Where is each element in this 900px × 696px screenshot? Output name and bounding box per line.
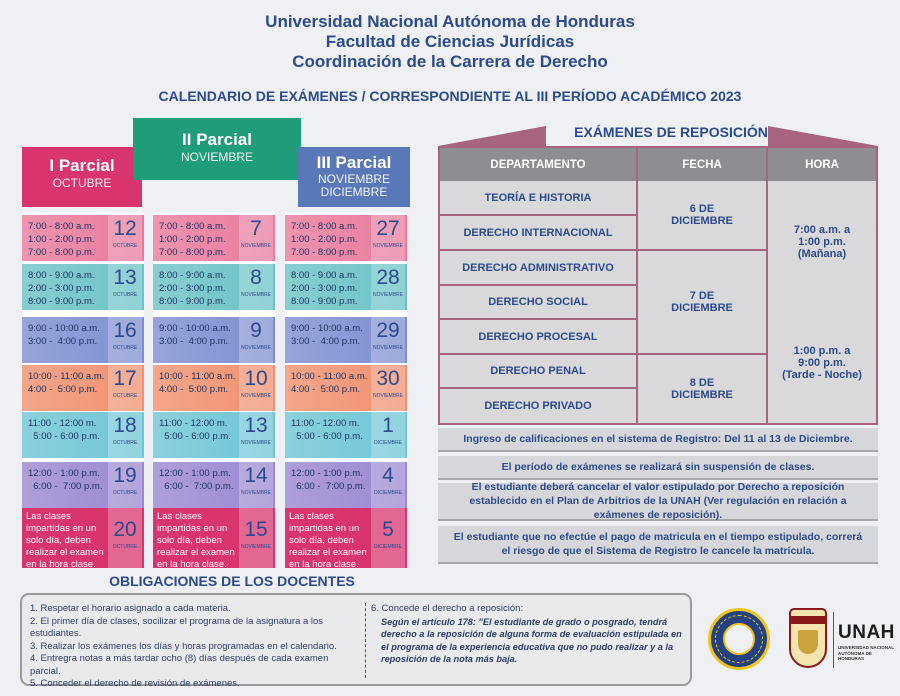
obligacion-3: 3. Realizar los exámenes los días y horas programadas en el calendario. [30, 640, 337, 652]
day-number: 29 [376, 319, 400, 342]
obligaciones-separator [365, 603, 366, 678]
logo-separator [833, 612, 834, 668]
day-box [371, 317, 405, 363]
day-box [239, 412, 273, 458]
day-box [239, 508, 273, 568]
parcial-1-column [22, 212, 144, 568]
seal-justice-emblem [723, 623, 755, 655]
info-sin-suspension: El período de exámenes se realizará sin suspensión de clases. [438, 456, 878, 480]
coat-shield [798, 630, 818, 654]
obligaciones-list [30, 603, 360, 691]
obligaciones-box [20, 593, 692, 689]
exam-day-cell [153, 317, 275, 363]
day-box [239, 264, 273, 310]
day-number: 1 [382, 414, 394, 437]
day-month: OCTUBRE [112, 544, 138, 550]
exam-times: 11:00 - 12:00 m. 5:00 - 6:00 p.m. [159, 418, 231, 442]
day-number: 4 [382, 464, 394, 487]
obligacion-1: 1. Respetar el horario asignado a cada materia. [30, 603, 231, 614]
fecha-8-dic: 8 DE DICIEMBRE [638, 355, 768, 423]
parcial-1-tab [22, 147, 142, 207]
day-box [108, 365, 142, 411]
day-month: OCTUBRE [112, 440, 138, 446]
day-number: 18 [113, 414, 137, 437]
exam-times: 9:00 - 10:00 a.m. 3:00 - 4:00 p.m. [291, 323, 363, 347]
day-month: NOVIEMBRE [240, 440, 271, 446]
day-number: 8 [250, 266, 262, 289]
reposicion-title: EXÁMENES DE REPOSICIÓN [574, 124, 768, 140]
reposicion-header-row [440, 148, 876, 181]
info-reposicion-pago: El estudiante deberá cancelar el valor estipulado por Derecho a reposición establecido en el Plan de Arbitrios de la UNAH (Ver regulación en relación a exámenes de reposición). [438, 483, 878, 521]
parcial-2-column [153, 212, 275, 568]
day-box [239, 462, 273, 508]
reposicion-table [438, 146, 878, 425]
same-day-note: Las clases impartidas en un solo día, deben realizar el examen en la hora clase. [289, 511, 367, 570]
fecha-6-dic: 6 DE DICIEMBRE [638, 181, 768, 251]
exam-times: 12:00 - 1:00 p.m. 6:00 - 7:00 p.m. [28, 468, 103, 492]
day-box [108, 317, 142, 363]
dep-procesal: DERECHO PROCESAL [440, 320, 638, 355]
day-box [108, 264, 142, 310]
exam-times: 12:00 - 1:00 p.m. 6:00 - 7:00 p.m. [291, 468, 366, 492]
day-box [371, 462, 405, 508]
day-number: 16 [113, 319, 137, 342]
exam-times: 7:00 - 8:00 a.m. 1:00 - 2:00 p.m. 7:00 - 8:00 p.m. [28, 221, 95, 258]
exam-day-cell [153, 365, 275, 411]
day-number: 19 [113, 464, 137, 487]
exam-day-cell [153, 215, 275, 261]
exam-day-cell [285, 412, 407, 458]
parcial-3-tab [298, 147, 410, 207]
exam-day-cell [153, 264, 275, 310]
hora-manana: 7:00 a.m. a 1:00 p.m. (Mañana) [793, 223, 851, 260]
same-day-note: Las clases impartidas en un solo día, deben realizar el examen en la hora clase. [157, 511, 235, 570]
day-number: 5 [382, 518, 394, 541]
exam-day-cell [285, 317, 407, 363]
exam-day-cell [22, 264, 144, 310]
exam-day-cell [285, 215, 407, 261]
exam-times: 8:00 - 9:00 a.m. 2:00 - 3:00 p.m. 8:00 - 9:00 p.m. [28, 270, 95, 307]
day-box [108, 508, 142, 568]
day-number: 10 [244, 367, 268, 390]
day-month: NOVIEMBRE [372, 393, 403, 399]
exam-day-cell [285, 264, 407, 310]
day-month: DICIEMBRE [374, 490, 402, 496]
exam-day-cell [22, 365, 144, 411]
day-box [108, 412, 142, 458]
header-departamento: DEPARTAMENTO [440, 148, 638, 181]
parcial-3-title: III Parcial [316, 153, 392, 172]
day-box [239, 215, 273, 261]
day-month: NOVIEMBRE [240, 292, 271, 298]
day-box [371, 365, 405, 411]
day-month: OCTUBRE [112, 345, 138, 351]
exam-day-cell [153, 462, 275, 508]
day-number: 13 [244, 414, 268, 437]
same-day-note: Las clases impartidas en un solo día, deben realizar el examen en la hora clase. [26, 511, 104, 570]
exam-times: 9:00 - 10:00 a.m. 3:00 - 4:00 p.m. [28, 323, 100, 347]
university-name: Universidad Nacional Autónoma de Honduras [265, 12, 635, 31]
day-month: DICIEMBRE [374, 440, 402, 446]
day-number: 17 [113, 367, 137, 390]
exam-times: 10:00 - 11:00 a.m. 4:00 - 5:00 p.m. [291, 371, 368, 395]
day-month: OCTUBRE [112, 243, 138, 249]
info-ingreso-calificaciones: Ingreso de calificaciones en el sistema de Registro: Del 11 al 13 de Diciembre. [438, 428, 878, 452]
exam-times: 12:00 - 1:00 p.m. 6:00 - 7:00 p.m. [159, 468, 234, 492]
day-month: NOVIEMBRE [240, 544, 271, 550]
day-box [108, 215, 142, 261]
unah-logo-text: UNAH [838, 622, 895, 643]
exam-times: 9:00 - 10:00 a.m. 3:00 - 4:00 p.m. [159, 323, 231, 347]
parcial-1-title: I Parcial [49, 156, 115, 175]
articulo-178-quote: Según el artículo 178: "El estudiante de grado o posgrado, tendrá derecho a la reposición de alguna forma de evaluación estipulada en el programa de la experiencia educativa que no pudo realizar y a la reposición de la nota más baja. [381, 616, 682, 664]
obligacion-6: 6. Concede el derecho a reposición: [371, 603, 524, 614]
faculty-name: Facultad de Ciencias Jurídicas [325, 32, 575, 51]
obligaciones-reposicion [371, 603, 689, 666]
day-month: DICIEMBRE [374, 544, 402, 550]
exam-day-cell [22, 462, 144, 508]
exam-day-cell [153, 508, 275, 568]
exam-times: 11:00 - 12:00 m. 5:00 - 6:00 p.m. [291, 418, 363, 442]
dep-privado: DERECHO PRIVADO [440, 389, 638, 423]
day-month: OCTUBRE [112, 292, 138, 298]
parcial-2-tab [133, 118, 301, 180]
exam-day-cell [285, 365, 407, 411]
day-month: OCTUBRE [112, 490, 138, 496]
exam-times: 10:00 - 11:00 a.m. 4:00 - 5:00 p.m. [159, 371, 236, 395]
exam-day-cell [285, 508, 407, 568]
day-number: 28 [376, 266, 400, 289]
day-box [239, 365, 273, 411]
calendar-title: CALENDARIO DE EXÁMENES / CORRESPONDIENTE AL III PERÍODO ACADÉMICO 2023 [158, 88, 742, 104]
day-month: NOVIEMBRE [372, 345, 403, 351]
obligacion-5: 5. Conceder el derecho de revisión de exámenes. [30, 678, 240, 689]
day-month: NOVIEMBRE [240, 490, 271, 496]
parcial-2-title: II Parcial [182, 130, 252, 149]
dep-penal: DERECHO PENAL [440, 355, 638, 389]
exam-day-cell [153, 412, 275, 458]
day-box [108, 462, 142, 508]
coat-of-arms-logo [789, 608, 827, 668]
reposicion-body [440, 181, 876, 423]
fecha-7-dic: 7 DE DICIEMBRE [638, 251, 768, 355]
day-box [239, 317, 273, 363]
dep-administrativo: DERECHO ADMINISTRATIVO [440, 251, 638, 286]
parcial-3-column [285, 212, 407, 568]
info-matricula: El estudiante que no efectúe el pago de matricula en el tiempo estipulado, correrá el riesgo de que el Sistema de Registro le cancele la matrícula. [438, 526, 878, 564]
exam-day-cell [22, 215, 144, 261]
hora-tarde-noche: 1:00 p.m. a 9:00 p.m. (Tarde - Noche) [782, 344, 862, 381]
day-number: 7 [250, 217, 262, 240]
day-number: 15 [244, 518, 268, 541]
dep-social: DERECHO SOCIAL [440, 286, 638, 320]
day-month: NOVIEMBRE [240, 393, 271, 399]
coordination-name: Coordinación de la Carrera de Derecho [292, 52, 608, 71]
day-month: OCTUBRE [112, 393, 138, 399]
exam-times: 11:00 - 12:00 m. 5:00 - 6:00 p.m. [28, 418, 100, 442]
header-fecha: FECHA [638, 148, 768, 181]
facultad-seal-logo [708, 608, 770, 670]
header-hora: HORA [805, 158, 839, 171]
exam-day-cell [285, 462, 407, 508]
day-number: 30 [376, 367, 400, 390]
day-number: 14 [244, 464, 268, 487]
obligacion-2: 2. El primer día de clases, socilizar el programa de la asignatura a los estudiantes. [30, 615, 324, 639]
unah-logo-subtext: UNIVERSIDAD NACIONAL AUTÓNOMA DE HONDURAS [838, 645, 894, 661]
exam-day-cell [22, 317, 144, 363]
exam-day-cell [22, 412, 144, 458]
day-month: NOVIEMBRE [240, 345, 271, 351]
day-number: 20 [113, 518, 137, 541]
parcial-1-month: OCTUBRE [52, 176, 112, 190]
day-box [371, 264, 405, 310]
dep-teoria-historia: TEORÍA E HISTORIA [440, 181, 638, 216]
exam-times: 7:00 - 8:00 a.m. 1:00 - 2:00 p.m. 7:00 - 8:00 p.m. [291, 221, 358, 258]
day-number: 13 [113, 266, 137, 289]
dep-internacional: DERECHO INTERNACIONAL [440, 216, 638, 251]
day-month: NOVIEMBRE [240, 243, 271, 249]
day-box [371, 412, 405, 458]
day-number: 9 [250, 319, 262, 342]
parcial-3-month: NOVIEMBRE DICIEMBRE [317, 172, 390, 199]
day-number: 12 [113, 217, 137, 240]
exam-day-cell [22, 508, 144, 568]
coat-band [791, 616, 825, 624]
obligaciones-title: OBLIGACIONES DE LOS DOCENTES [109, 573, 355, 589]
day-number: 27 [376, 217, 400, 240]
exam-times: 8:00 - 9:00 a.m. 2:00 - 3:00 p.m. 8:00 - 9:00 p.m. [291, 270, 358, 307]
exam-times: 8:00 - 9:00 a.m. 2:00 - 3:00 p.m. 8:00 - 9:00 p.m. [159, 270, 226, 307]
parcial-2-month: NOVIEMBRE [180, 150, 253, 164]
day-month: NOVIEMBRE [372, 292, 403, 298]
exam-times: 10:00 - 11:00 a.m. 4:00 - 5:00 p.m. [28, 371, 105, 395]
day-box [371, 215, 405, 261]
day-month: NOVIEMBRE [372, 243, 403, 249]
exam-times: 7:00 - 8:00 a.m. 1:00 - 2:00 p.m. 7:00 - 8:00 p.m. [159, 221, 226, 258]
obligacion-4: 4. Entregra notas a más tardar ocho (8) días después de cada examen parcial. [30, 653, 329, 677]
day-box [371, 508, 405, 568]
